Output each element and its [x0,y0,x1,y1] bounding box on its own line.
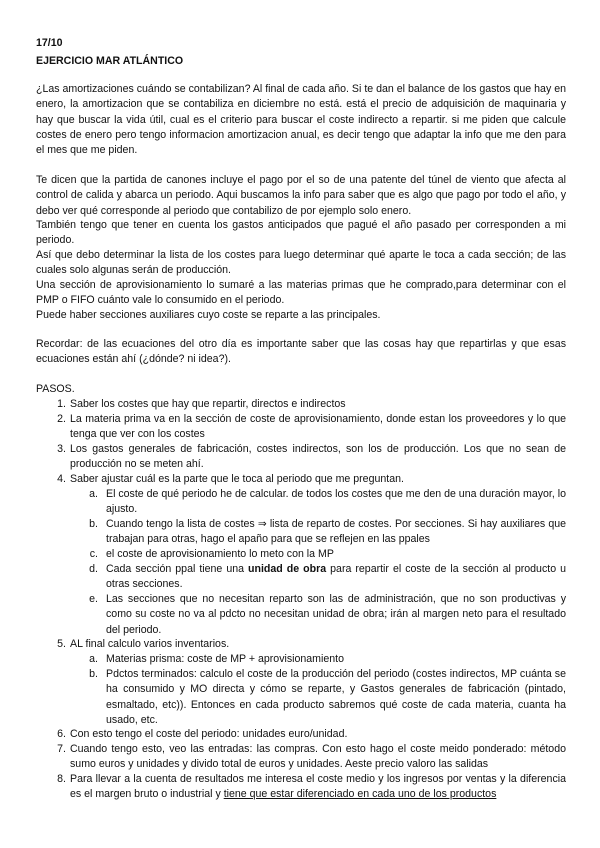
reminder-paragraph: Recordar: de las ecuaciones del otro día es importante saber que las cosas hay que repartirlas y que esas ecuaciones están ahí (¿dónde? ni idea?). [36,338,566,366]
paragraph-lista-costes: Así que debo determinar la lista de los costes para luego determinar qué aparte le toca a cada sección; de las cuales solo algunas serán de producción. [36,249,566,277]
list-number: 6. [57,728,66,740]
list-text-start: Para llevar a la cuenta de resultados me interesa el coste medio y los ingresos por ventas y la diferencia es el margen bruto o industrial y [70,773,566,801]
paragraph-aprovisionamiento: Una sección de aprovisionamiento lo sumaré a las materias primas que he comprado,para determinar con el PMP o FIFO cuánto vale lo consumido en el periodo. [36,279,566,307]
sub-list-text: El coste de qué periodo he de calcular. de todos los costes que me den de una duración mayor, lo ajusto. [106,488,566,516]
list-text: Cuando tengo esto, veo las entradas: las compras. Con esto hago el coste meido ponderado: método sumo euros y unidades y divido total de euros y unidades. Aeste precio valoro las salidas [70,743,566,771]
sub-list-letter: c. [89,548,98,560]
list-number: 4. [57,473,66,485]
sub-list-letter: a. [89,488,98,500]
sub-list-letter: e. [89,593,98,605]
sub-list-text: Materias prisma: coste de MP + aprovisionamiento [106,653,344,665]
sub-list-text-end: para repartir el coste de la sección al producto u otras secciones. [106,563,567,591]
paragraph-secciones-auxiliares: Puede haber secciones auxiliares cuyo coste se reparte a las principales. [36,309,381,321]
list-text: Saber ajustar cuál es la parte que le toca al periodo que me preguntan. [70,473,404,485]
list-text: Saber los costes que hay que repartir, directos e indirectos [70,398,346,410]
document-title: EJERCICIO MAR ATLÁNTICO [36,55,184,67]
sub-list-text [106,562,566,593]
list-text: La materia prima va en la sección de coste de aprovisionamiento, donde estan los proveedores y lo que tenga que ver con los costes [70,413,566,441]
underlined-conclusion: tiene que estar diferenciado en cada uno de los productos [223,788,497,801]
sub-list-letter: d. [89,563,98,575]
sub-list-text: Las secciones que no necesitan reparto son las de administración, que no son productivas y como su coste no va al pdcto no necesitan unidad de obra; irán al margen neto para el resultado del periodo. [106,593,566,636]
sub-list-text: el coste de aprovisionamiento lo meto con la MP [106,548,334,560]
list-text: Los gastos generales de fabricación, costes indirectos, son los de producción. Los que no sean de producción no se meten ahí. [70,443,566,471]
sub-list-text: Cuando tengo la lista de costes ⇒ lista de reparto de costes. Por secciones. Si hay auxiliares que trabajan para otras, hago el apaño para que se reflejen en las ppales [106,518,566,546]
list-text: AL final calculo varios inventarios. [70,638,230,650]
list-number: 5. [57,638,66,650]
paragraph-canones: Te dicen que la partida de canones incluye el pago por el so de una patente del túnel de viento que afecta al control de calida y abarca un periodo. Aqui buscamos la info para saber que es algo que pago por todo el año, y debo ver qué corresponde al periodo que contabilizo de por ejemplo solo enero. [36,174,566,217]
paragraph-gastos-anticipados: También tengo que tener en cuenta los gastos anticipados que pagué el año pasado per corresponden a mi periodo. [36,219,566,247]
date-heading: 17/10 [36,37,63,49]
list-text [70,772,566,803]
sub-list-letter: b. [89,518,98,530]
list-number: 7. [57,743,66,755]
intro-paragraph: ¿Las amortizaciones cuándo se contabilizan? Al final de cada año. Si te dan el balance de los gastos que hay en enero, la amortizacion que se contabiliza en diciembre no está. está el precio de adquisición de maquinaria y hay que buscar la vida útil, cual es el criterio para buscar el coste indirecto a repartir. si me piden que calcule costes de enero pero tengo informacion amortizacion anual, es decir tengo que adaptar la info que me den para el mes que me piden. [36,83,566,157]
steps-heading: PASOS. [36,383,75,395]
list-number: 2. [57,413,66,425]
unidad-de-obra-term: unidad de obra [248,563,327,575]
sub-list-letter: a. [89,653,98,665]
list-number: 8. [57,773,66,785]
list-text: Con esto tengo el coste del periodo: unidades euro/unidad. [70,728,348,740]
list-number: 1. [57,398,66,410]
sub-list-letter: b. [89,668,98,680]
sub-list-text-start: Cada sección ppal tiene una [106,563,249,575]
list-number: 3. [57,443,66,455]
sub-list-text: Pdctos terminados: calculo el coste de la producción del periodo (costes indirectos, MP cuánta se ha consumido y MO directa y cómo se reparte, y Gastos generales de fabricación (pintado, esmaltado, etc)). Entonces en cada producto sabremos qué coste de cada materia, cuanta ha usado, etc. [106,668,566,726]
